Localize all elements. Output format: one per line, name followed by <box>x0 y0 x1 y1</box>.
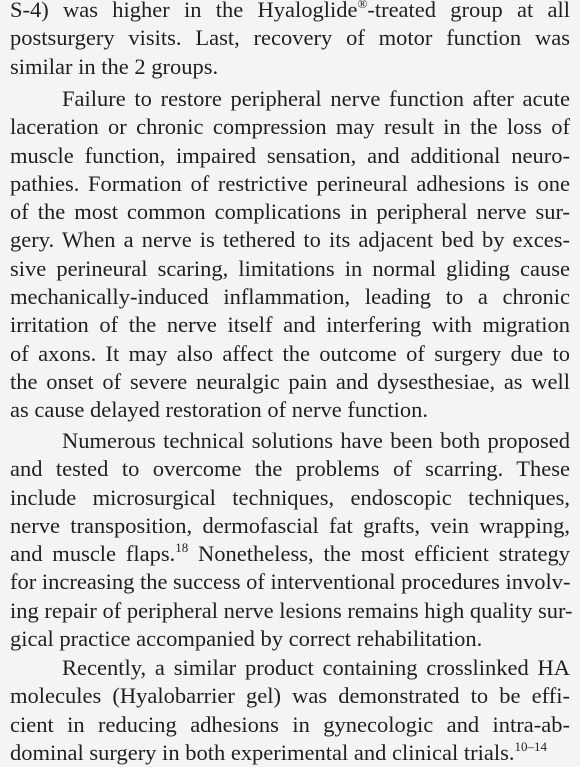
text-line: mechanically-induced inflammation, leading to a chronic <box>10 284 570 310</box>
text-segment: -treated group at all <box>367 0 570 22</box>
text-line: Recently, a similar product containing crosslinked HA <box>62 655 570 680</box>
text-line: sive perineural scaring, limitations in normal gliding cause <box>10 255 570 281</box>
text-line: ing repair of peripheral nerve lesions remains high quality sur- <box>10 597 573 623</box>
text-line <box>10 739 570 767</box>
paragraph-2 <box>10 85 570 425</box>
text-line: for increasing the success of interventional procedures involv- <box>10 569 571 595</box>
text-line: gical practice accompanied by correct rehabilitation. <box>10 626 483 652</box>
text-line: of the most common complications in peripheral nerve sur- <box>10 199 570 225</box>
text-line: as cause delayed restoration of nerve function. <box>10 397 428 423</box>
text-segment: Nonetheless, the most efficient strategy <box>188 541 570 567</box>
text-line: cient in reducing adhesions in gynecologic and intra-ab- <box>10 711 570 737</box>
text-segment: dominal surgery in both experimental and clinical trials. <box>10 739 515 765</box>
text-line: molecules (Hyalobarrier gel) was demonstrated to be effi- <box>10 683 570 709</box>
text-line: postsurgery visits. Last, recovery of motor function was <box>10 25 570 51</box>
text-line: laceration or chronic compression may result in the loss of <box>10 114 570 140</box>
text-line <box>10 540 570 568</box>
text-line: of axons. It may also affect the outcome of surgery due to <box>10 340 570 366</box>
text-line: gery. When a nerve is tethered to its adjacent bed by exces- <box>10 227 570 253</box>
text-line: and tested to overcome the problems of scarring. These <box>10 456 570 482</box>
text-line: similar in the 2 groups. <box>10 53 219 79</box>
text-line: the onset of severe neuralgic pain and dysesthesiae, as well <box>10 368 570 394</box>
text-segment: and muscle flaps. <box>10 541 176 567</box>
citation-18: 18 <box>175 540 189 556</box>
registered-mark: ® <box>357 0 368 11</box>
text-line: Numerous technical solutions have been both proposed <box>62 428 570 453</box>
text-line <box>10 0 570 24</box>
text-line: include microsurgical techniques, endoscopic techniques, <box>10 484 570 510</box>
paragraph-4 <box>10 654 570 767</box>
text-line: muscle function, impaired sensation, and additional neuro- <box>10 142 570 168</box>
text-line: Failure to restore peripheral nerve function after acute <box>62 86 570 111</box>
text-line: irritation of the nerve itself and interfering with migration <box>10 312 570 338</box>
citation-10-14: 10–14 <box>514 738 547 754</box>
text-line: nerve transposition, dermofascial fat grafts, vein wrapping, <box>10 512 570 538</box>
paragraph-3 <box>10 427 573 653</box>
text-line: pathies. Formation of restrictive perineural adhesions is one <box>10 170 570 196</box>
text-segment: S-4) was higher in the Hyaloglide <box>10 0 358 22</box>
paragraph-1 <box>10 0 570 81</box>
